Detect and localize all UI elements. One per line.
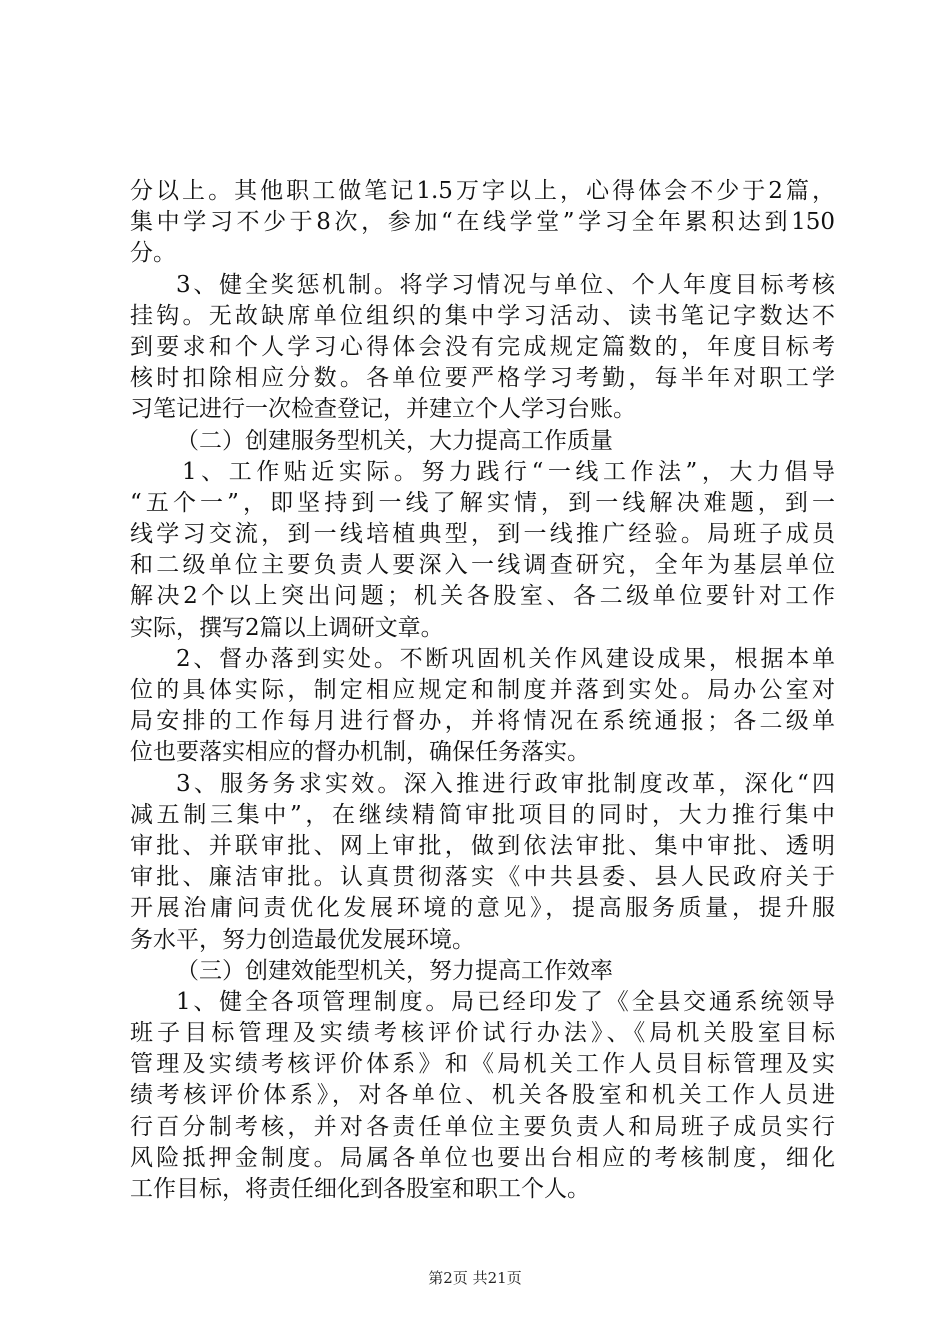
text-line: 集中学习不少于8次，参加“在线学堂”学习全年累积达到150: [130, 209, 835, 236]
text-line: 核时扣除相应分数。各单位要严格学习考勤，每半年对职工学: [130, 365, 835, 392]
text-line: 减五制三集中”，在继续精简审批项目的同时，大力推行集中: [130, 801, 835, 828]
section-heading: （三）创建效能型机关，努力提高工作效率: [176, 957, 613, 984]
section-heading: （二）创建服务型机关，大力提高工作质量: [176, 427, 613, 454]
text-line: 局安排的工作每月进行督办，并将情况在系统通报；各二级单: [130, 708, 835, 735]
text-line: 工作目标，将责任细化到各股室和职工个人。: [130, 1176, 590, 1202]
text-line: 3、服务务求实效。深入推进行政审批制度改革，深化“四: [176, 770, 835, 797]
text-line: 和二级单位主要负责人要深入一线调查研究，全年为基层单位: [130, 552, 835, 579]
text-line: 审批、廉洁审批。认真贯彻落实《中共县委、县人民政府关于: [130, 864, 835, 891]
text-line: 开展治庸问责优化发展环境的意见》，提高服务质量，提升服: [130, 895, 835, 922]
text-line: 2、督办落到实处。不断巩固机关作风建设成果，根据本单: [176, 645, 835, 672]
text-line: 班子目标管理及实绩考核评价试行办法》、《局机关股室目标: [130, 1020, 835, 1047]
text-line: 1、工作贴近实际。努力践行“一线工作法”，大力倡导: [182, 458, 835, 485]
text-line: 务水平，努力创造最优发展环境。: [130, 926, 475, 953]
text-line: 解决2个以上突出问题；机关各股室、各二级单位要针对工作: [130, 583, 835, 610]
text-line: 分以上。其他职工做笔记1.5万字以上，心得体会不少于2篇，: [130, 178, 835, 204]
text-line: 挂钩。无故缺席单位组织的集中学习活动、读书笔记字数达不: [130, 302, 835, 329]
text-line: 绩考核评价体系》，对各单位、机关各股室和机关工作人员进: [130, 1082, 835, 1109]
document-body: [130, 176, 835, 1205]
text-line: 1、健全各项管理制度。局已经印发了《全县交通系统领导: [176, 988, 835, 1015]
text-line: 行百分制考核，并对各责任单位主要负责人和局班子成员实行: [130, 1113, 835, 1140]
text-line: 到要求和个人学习心得体会没有完成规定篇数的，年度目标考: [130, 333, 835, 360]
text-line: 管理及实绩考核评价体系》和《局机关工作人员目标管理及实: [130, 1051, 835, 1078]
text-line: 分。: [130, 240, 176, 267]
page-number-footer: 第2页 共21页: [428, 1269, 522, 1287]
text-line: 风险抵押金制度。局属各单位也要出台相应的考核制度，细化: [130, 1144, 835, 1171]
text-line: 线学习交流，到一线培植典型，到一线推广经验。局班子成员: [130, 521, 835, 548]
text-line: “五个一”，即坚持到一线了解实情，到一线解决难题，到一: [130, 489, 835, 516]
text-line: 习笔记进行一次检查登记，并建立个人学习台账。: [130, 396, 636, 423]
text-line: 审批、并联审批、网上审批，做到依法审批、集中审批、透明: [130, 832, 835, 859]
text-line: 位也要落实相应的督办机制，确保任务落实。: [130, 739, 590, 766]
text-line: 实际，撰写2篇以上调研文章。: [130, 614, 444, 641]
text-line: 3、健全奖惩机制。将学习情况与单位、个人年度目标考核: [176, 271, 835, 298]
text-line: 位的具体实际，制定相应规定和制度并落到实处。局办公室对: [130, 677, 835, 703]
